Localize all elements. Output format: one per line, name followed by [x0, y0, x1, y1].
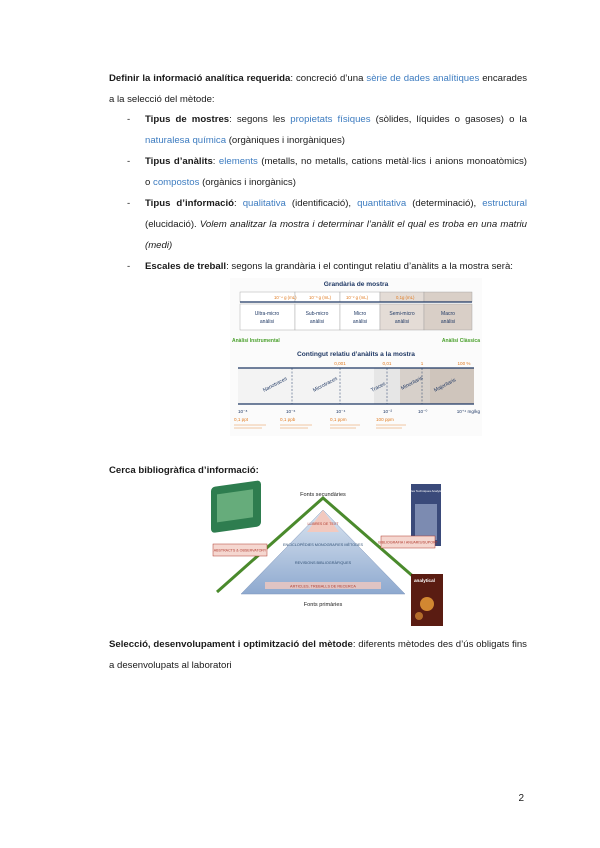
- bullet-dash: -: [127, 156, 131, 167]
- pyramid-tier: ENCICLOPÈDIES MONOGRAFIES MÈTODES: [282, 543, 364, 547]
- bullet-analyte-types: [145, 151, 527, 193]
- scale-class: anàlisi: [309, 319, 325, 325]
- mass-label: 10⁻² g (mL): [346, 295, 369, 300]
- intro-paragraph: [109, 68, 527, 110]
- link-chemical-nature[interactable]: naturalesa química: [145, 135, 227, 146]
- bullet-head: Tipus d’anàlits: [145, 156, 213, 167]
- bullet-text: (orgànics i inorgànics): [199, 177, 296, 188]
- bullet-head: Tipus d’informació: [145, 198, 234, 209]
- component-label: Nanotraces: [262, 376, 289, 394]
- scale-class: anàlisi: [259, 319, 275, 325]
- bullet-head: Escales de treball: [145, 261, 227, 272]
- scale-class: anàlisi: [394, 319, 410, 325]
- mass-label: 10⁻⁴ g (mL): [274, 295, 297, 300]
- link-qualitative[interactable]: qualitativa: [242, 198, 286, 209]
- scale-class: Macro: [441, 311, 455, 317]
- pyramid-top-label: Fonts secundàries: [300, 492, 346, 498]
- bullet-italic-note: Volem analitzar la mostra i determinar l’anàlit el qual es troba en una matriu (medi): [145, 219, 527, 251]
- exp-tick: 10⁻⁴: [336, 409, 346, 414]
- sources-pyramid-figure: [205, 484, 459, 629]
- component-label: Microtraces: [312, 375, 339, 394]
- content-tick: 1: [420, 361, 424, 366]
- exp-tick: 10⁻⁶: [286, 409, 296, 414]
- bullet-dash: -: [127, 198, 131, 209]
- intro-text: : concreció d’una: [290, 73, 367, 84]
- fig1-left-label: Anàlisi Instrumental: [232, 338, 280, 344]
- content-tick: 0,01: [382, 361, 392, 366]
- intro-link[interactable]: sèrie de dades analítiques: [366, 73, 480, 84]
- bullet-information-types: [145, 193, 527, 256]
- fig1-title-top: Grandària de mostra: [323, 281, 389, 288]
- right-badge: BIBLIOGRAFIA I ANUARIS/SUPORT: [378, 540, 438, 545]
- scale-class: Ultra-micro: [254, 311, 280, 317]
- method-paragraph: [109, 634, 527, 676]
- mass-label: 10⁻³ g (mL): [309, 295, 332, 300]
- fig1-title-bottom: Contingut relatiu d’anàlits a la mostra: [297, 351, 415, 358]
- bullet-text: (orgàniques i inorgàniques): [226, 135, 345, 146]
- intro-text-end: encarades a la selecció del mètode:: [109, 73, 528, 105]
- instrument-image: [211, 480, 261, 533]
- pyramid-tier: ARTICLES, TREBALLS DE RECERCA: [290, 584, 356, 589]
- bullet-sample-types: [145, 109, 527, 151]
- bullet-dash: -: [127, 261, 131, 272]
- bullet-dash: -: [127, 114, 131, 125]
- component-label: Minoritaris: [400, 375, 425, 392]
- bullet-text: :: [212, 156, 219, 167]
- link-physical-properties[interactable]: propietats físiques: [290, 114, 371, 125]
- mass-label: 0,1g (mL): [396, 295, 415, 300]
- scale-class: anàlisi: [352, 319, 368, 325]
- bullet-text: (determinació),: [406, 198, 483, 209]
- fig1-right-label: Anàlisi Clàssica: [441, 338, 480, 344]
- pyramid-tier: LLIBRES DE TEXT: [307, 522, 339, 526]
- bullet-text: (identificació),: [285, 198, 358, 209]
- journal-title: analytical: [414, 578, 435, 583]
- bullet-text: (elucidació).: [145, 219, 200, 230]
- bullet-text: (metalls, no metalls, cations metàl·lics i anions monoatòmics) o: [145, 156, 527, 188]
- link-quantitative[interactable]: quantitativa: [357, 198, 407, 209]
- ppm-label: 0,1 ppb: [280, 417, 296, 422]
- intro-lead: Definir la informació analítica requerida: [109, 73, 291, 84]
- bullet-text: (sòlides, líquides o gasoses) o la: [370, 114, 527, 125]
- book-title: Guide Principles Techniques Analytical Chemistry: [393, 489, 459, 493]
- exp-tick: 10⁺⁴ mg/kg: [456, 409, 480, 414]
- method-lead: Selecció, desenvolupament i optimització del mètode: [109, 639, 353, 650]
- page-number: 2: [518, 793, 524, 804]
- link-compounds[interactable]: compostos: [153, 177, 200, 188]
- scale-class: Micro: [353, 311, 367, 317]
- bullet-text: : segons les: [229, 114, 291, 125]
- method-text: : diferents mètodes des d’ús obligats fins a desenvolupats al laboratori: [109, 639, 527, 671]
- bullet-text: : segons la grandària i el contingut relatiu d’anàlits a la mostra serà:: [226, 261, 513, 272]
- exp-tick: 10⁻⁸: [238, 409, 248, 414]
- bullet-work-scales: [145, 256, 527, 277]
- link-structural[interactable]: estructural: [482, 198, 527, 209]
- scale-class: Semi-micro: [389, 311, 415, 317]
- ppm-label: 0,1 ppm: [330, 417, 347, 422]
- component-label: Traces: [370, 381, 387, 394]
- content-tick: 100 %: [457, 361, 471, 366]
- ppm-label: 100 ppm: [376, 417, 394, 422]
- content-tick: 0,001: [334, 361, 346, 366]
- bullet-head: Tipus de mostres: [145, 114, 230, 125]
- scales-figure: [230, 278, 482, 436]
- pyramid-bottom-label: Fonts primàries: [303, 602, 343, 608]
- bibliography-lead: Cerca bibliogràfica d’informació:: [109, 465, 259, 476]
- scale-class: Sub-micro: [305, 311, 329, 317]
- exp-tick: 10⁻²: [383, 409, 393, 414]
- component-label: Majoritaris: [433, 377, 458, 394]
- link-elements[interactable]: elements: [218, 156, 258, 167]
- ppm-label: 0,1 ppt: [234, 417, 249, 422]
- bibliography-heading: [109, 460, 527, 481]
- left-badge: ABSTRACTS & OBSERVATORY: [213, 548, 267, 553]
- bullet-text: :: [234, 198, 243, 209]
- exp-tick: 10⁻⁰: [418, 409, 428, 414]
- pyramid-tier: REVISIONS BIBLIOGRÀFIQUES: [294, 561, 352, 565]
- scale-class: anàlisi: [440, 319, 456, 325]
